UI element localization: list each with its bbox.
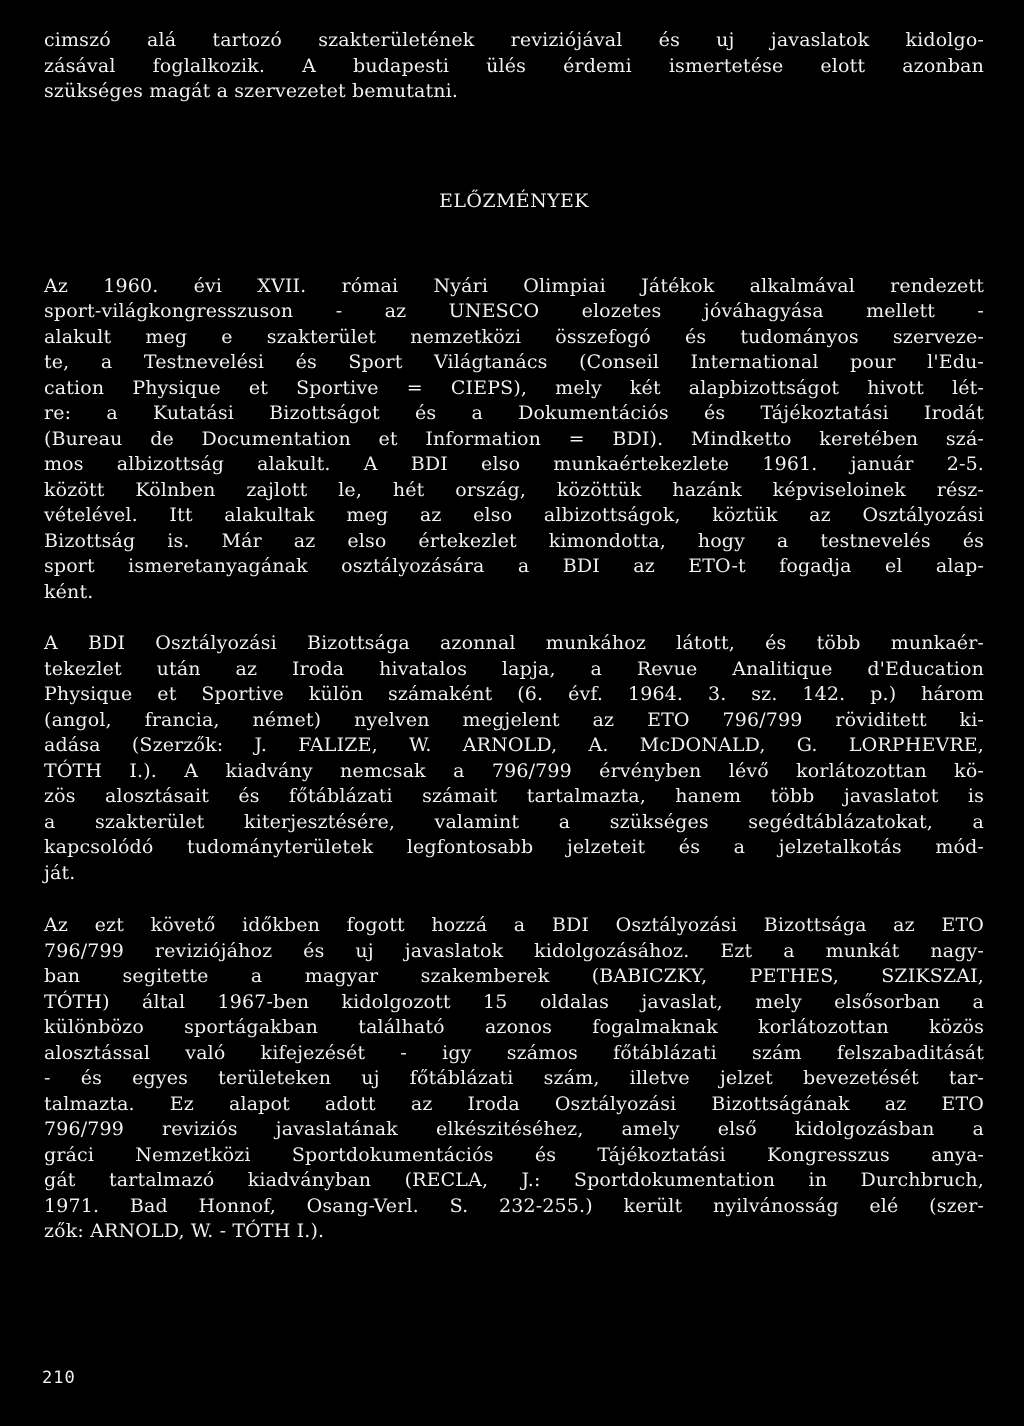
text-line: cation Physique et Sportive = CIEPS), mely két alapbizottságot hivott lét-: [44, 376, 984, 399]
text-line: adása (Szerzők: J. FALIZE, W. ARNOLD, A. McDONALD, G. LORPHEVRE,: [44, 734, 984, 756]
text-line: a szakterület kiterjesztésére, valamint a szükséges segédtáblázatokat, a: [44, 810, 984, 833]
text-line: alakult meg e szakterület nemzetközi összefogó és tudományos szerveze-: [44, 325, 984, 348]
text-line: (angol, francia, német) nyelven megjelent az ETO 796/799 röviditett ki-: [44, 708, 984, 731]
paragraph-classification-committee: [44, 631, 984, 886]
text-line: sport ismeretanyagának osztályozására a BDI az ETO-t fogadja el alap-: [44, 555, 984, 577]
text-line: kapcsolódó tudományterületek legfontosabb jelzeteit és a jelzetalkotás mód-: [44, 836, 984, 858]
text-line: A BDI Osztályozási Bizottsága azonnal munkához látott, és több munkaér-: [44, 632, 984, 654]
paragraph-history: [44, 274, 984, 606]
section-heading: ELŐZMÉNYEK: [439, 189, 589, 212]
text-line: ként.: [44, 580, 94, 603]
text-line: cimszó alá tartozó szakterületének reviziójával és uj javaslatok kidolgo-: [44, 29, 984, 51]
text-line: ját.: [44, 861, 76, 884]
text-line: 796/799 reviziójához és uj javaslatok kidolgozásához. Ezt a munkát nagy-: [44, 939, 984, 962]
page-number: 210: [42, 1368, 76, 1388]
text-line: TÓTH) által 1967-ben kidolgozott 15 oldalas javaslat, mely elsősorban a: [44, 990, 984, 1013]
text-line: zők: ARNOLD, W. - TÓTH I.).: [44, 1220, 325, 1242]
text-line: TÓTH I.). A kiadvány nemcsak a 796/799 érvényben lévő korlátozottan kö-: [44, 759, 984, 782]
document-page: [44, 28, 984, 1245]
text-line: te, a Testnevelési és Sport Világtanács (Conseil International pour l'Edu-: [44, 351, 984, 373]
text-line: között Kölnben zajlott le, hét ország, közöttük hazánk képviseloinek rész-: [44, 478, 984, 501]
text-line: talmazta. Ez alapot adott az Iroda Osztályozási Bizottságának az ETO: [44, 1092, 984, 1115]
intro-paragraph: [44, 28, 984, 105]
text-line: gráci Nemzetközi Sportdokumentációs és Tájékoztatási Kongresszus anya-: [44, 1143, 984, 1166]
text-line: ban segitette a magyar szakemberek (BABICZKY, PETHES, SZIKSZAI,: [44, 965, 984, 987]
text-line: gát tartalmazó kiadványban (RECLA, J.: Sportdokumentation in Durchbruch,: [44, 1169, 984, 1191]
text-line: mos albizottság alakult. A BDI elso munkaértekezlete 1961. január 2-5.: [44, 453, 984, 475]
text-line: zös alosztásait és főtáblázati számait tartalmazta, hanem több javaslatot is: [44, 785, 984, 807]
text-line: 796/799 reviziós javaslatának elkészitéséhez, amely első kidolgozásban a: [44, 1118, 984, 1140]
text-line: sport-világkongresszuson - az UNESCO elozetes jóváhagyása mellett -: [44, 300, 984, 322]
text-line: re: a Kutatási Bizottságot és a Dokumentációs és Tájékoztatási Irodát: [44, 402, 984, 424]
paragraph-revision: [44, 913, 984, 1245]
text-line: Az ezt követő időkben fogott hozzá a BDI Osztályozási Bizottsága az ETO: [44, 914, 984, 936]
text-line: zásával foglalkozik. A budapesti ülés érdemi ismertetése elott azonban: [44, 54, 984, 77]
text-line: - és egyes területeken uj főtáblázati szám, illetve jelzet bevezetését tar-: [44, 1067, 984, 1089]
text-line: különbözo sportágakban található azonos fogalmaknak korlátozottan közös: [44, 1016, 984, 1038]
text-line: (Bureau de Documentation et Information = BDI). Mindketto keretében szá-: [44, 427, 984, 450]
text-line: alosztással való kifejezését - igy számos főtáblázati szám felszabaditását: [44, 1041, 984, 1064]
text-line: Physique et Sportive külön számaként (6. évf. 1964. 3. sz. 142. p.) három: [44, 683, 984, 705]
text-line: tekezlet után az Iroda hivatalos lapja, a Revue Analitique d'Education: [44, 657, 984, 680]
text-line: Az 1960. évi XVII. római Nyári Olimpiai Játékok alkalmával rendezett: [44, 274, 984, 297]
text-line: 1971. Bad Honnof, Osang-Verl. S. 232-255.) került nyilvánosság elé (szer-: [44, 1194, 984, 1217]
text-line: vételével. Itt alakultak meg az elso albizottságok, köztük az Osztályozási: [44, 504, 984, 526]
text-line: Bizottság is. Már az elso értekezlet kimondotta, hogy a testnevelés és: [44, 529, 984, 552]
text-line: szükséges magát a szervezetet bemutatni.: [44, 80, 459, 102]
